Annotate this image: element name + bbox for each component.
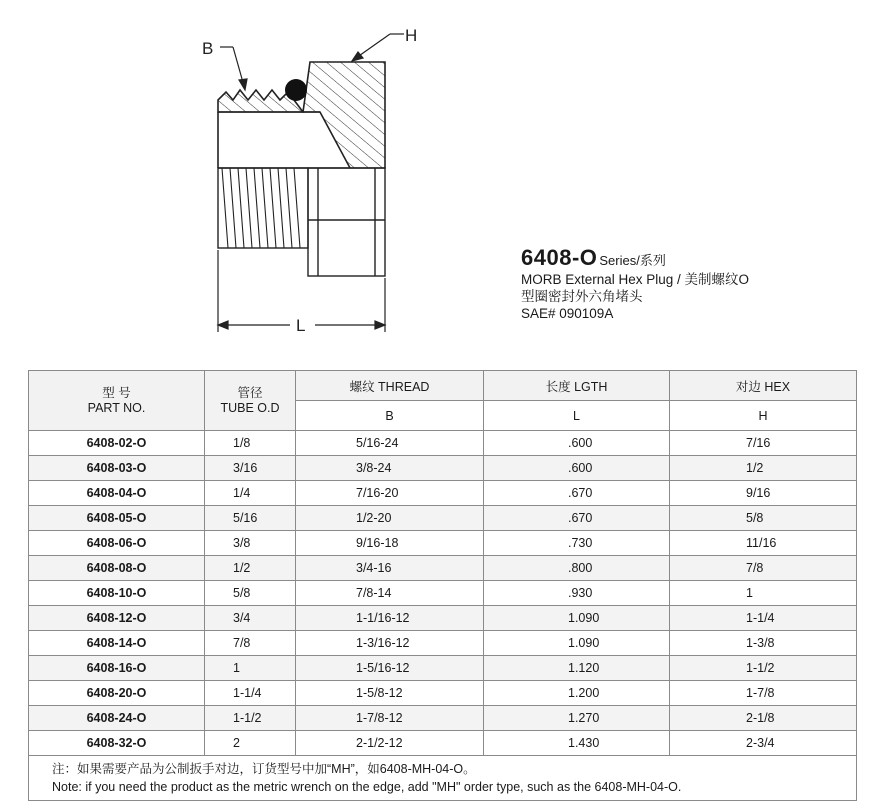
tube-od-cell: 1-1/2 bbox=[205, 706, 296, 731]
spec-table bbox=[28, 370, 857, 801]
note-row bbox=[29, 756, 857, 801]
header-label: 型 号 bbox=[102, 385, 131, 400]
note-cn: 注：如果需要产品为公制扳手对边，订货型号中加“MH”，如6408-MH-04-O。 bbox=[52, 762, 476, 776]
sae-number: SAE# 090109A bbox=[521, 306, 614, 321]
tube-od-cell: 3/16 bbox=[205, 456, 296, 481]
tube-od-cell: 1/8 bbox=[205, 431, 296, 456]
hex-cell: 1-1/2 bbox=[670, 656, 857, 681]
o-ring-icon bbox=[285, 79, 307, 101]
length-cell: 1.200 bbox=[484, 681, 670, 706]
hex-cell: 7/8 bbox=[670, 556, 857, 581]
header-thread-sub: B bbox=[296, 401, 484, 431]
tube-od-cell: 1/4 bbox=[205, 481, 296, 506]
hex-cell: 2-1/8 bbox=[670, 706, 857, 731]
thread-cell: 2-1/2-12 bbox=[296, 731, 484, 756]
exterior-lower bbox=[218, 168, 385, 276]
part-no-cell: 6408-16-O bbox=[29, 656, 205, 681]
part-no-cell: 6408-12-O bbox=[29, 606, 205, 631]
order-note bbox=[29, 756, 857, 801]
thread-cell: 5/16-24 bbox=[296, 431, 484, 456]
tube-od-cell: 7/8 bbox=[205, 631, 296, 656]
length-cell: .600 bbox=[484, 431, 670, 456]
length-cell: .600 bbox=[484, 456, 670, 481]
model-number: 6408-O bbox=[521, 245, 598, 270]
header-hex-sub: H bbox=[670, 401, 857, 431]
section-upper bbox=[218, 62, 385, 168]
length-cell: .930 bbox=[484, 581, 670, 606]
length-cell: .670 bbox=[484, 506, 670, 531]
table-row bbox=[29, 581, 857, 606]
hex-cell: 5/8 bbox=[670, 506, 857, 531]
table-row bbox=[29, 606, 857, 631]
hex-cell: 11/16 bbox=[670, 531, 857, 556]
header-label: TUBE O.D bbox=[220, 400, 280, 415]
part-no-cell: 6408-32-O bbox=[29, 731, 205, 756]
part-no-cell: 6408-10-O bbox=[29, 581, 205, 606]
description-line-1: MORB External Hex Plug / 美制螺纹O bbox=[521, 272, 750, 287]
hex-cell: 1 bbox=[670, 581, 857, 606]
tube-od-cell: 1 bbox=[205, 656, 296, 681]
label-b: B bbox=[202, 39, 214, 58]
tube-od-cell: 1/2 bbox=[205, 556, 296, 581]
hex-cell: 1-7/8 bbox=[670, 681, 857, 706]
table-row bbox=[29, 706, 857, 731]
length-cell: 1.090 bbox=[484, 606, 670, 631]
table-row bbox=[29, 731, 857, 756]
product-heading bbox=[521, 245, 749, 322]
hex-cell: 1/2 bbox=[670, 456, 857, 481]
part-no-cell: 6408-08-O bbox=[29, 556, 205, 581]
table-row bbox=[29, 656, 857, 681]
thread-cell: 1-7/8-12 bbox=[296, 706, 484, 731]
part-no-cell: 6408-14-O bbox=[29, 631, 205, 656]
label-h: H bbox=[405, 26, 418, 45]
header-tube-od bbox=[205, 371, 296, 431]
length-cell: .800 bbox=[484, 556, 670, 581]
table-row bbox=[29, 481, 857, 506]
hex-cell: 9/16 bbox=[670, 481, 857, 506]
hex-cell: 1-1/4 bbox=[670, 606, 857, 631]
thread-cell: 9/16-18 bbox=[296, 531, 484, 556]
header-hex: 对边 HEX bbox=[670, 371, 857, 401]
tube-od-cell: 1-1/4 bbox=[205, 681, 296, 706]
part-no-cell: 6408-20-O bbox=[29, 681, 205, 706]
length-cell: 1.120 bbox=[484, 656, 670, 681]
hex-cell: 1-3/8 bbox=[670, 631, 857, 656]
thread-cell: 3/8-24 bbox=[296, 456, 484, 481]
part-no-cell: 6408-04-O bbox=[29, 481, 205, 506]
part-no-cell: 6408-02-O bbox=[29, 431, 205, 456]
hex-plug-drawing bbox=[0, 0, 520, 350]
table-row bbox=[29, 431, 857, 456]
table-row bbox=[29, 556, 857, 581]
thread-cell: 1-1/16-12 bbox=[296, 606, 484, 631]
tube-od-cell: 3/8 bbox=[205, 531, 296, 556]
tube-od-cell: 2 bbox=[205, 731, 296, 756]
length-cell: 1.270 bbox=[484, 706, 670, 731]
length-cell: .670 bbox=[484, 481, 670, 506]
table-row bbox=[29, 531, 857, 556]
table-row bbox=[29, 506, 857, 531]
label-l: L bbox=[296, 316, 306, 335]
table-row bbox=[29, 631, 857, 656]
thread-cell: 3/4-16 bbox=[296, 556, 484, 581]
tube-od-cell: 3/4 bbox=[205, 606, 296, 631]
header-label: 管径 bbox=[237, 385, 263, 400]
thread-cell: 1/2-20 bbox=[296, 506, 484, 531]
thread-cell: 1-3/16-12 bbox=[296, 631, 484, 656]
header-length-sub: L bbox=[484, 401, 670, 431]
part-no-cell: 6408-05-O bbox=[29, 506, 205, 531]
length-cell: .730 bbox=[484, 531, 670, 556]
leader-h bbox=[352, 34, 404, 61]
part-no-cell: 6408-24-O bbox=[29, 706, 205, 731]
hex-cell: 2-3/4 bbox=[670, 731, 857, 756]
thread-cell: 1-5/16-12 bbox=[296, 656, 484, 681]
thread-cell: 7/16-20 bbox=[296, 481, 484, 506]
table-row bbox=[29, 681, 857, 706]
header-length: 长度 LGTH bbox=[484, 371, 670, 401]
part-no-cell: 6408-06-O bbox=[29, 531, 205, 556]
header-thread: 螺纹 THREAD bbox=[296, 371, 484, 401]
table-row bbox=[29, 456, 857, 481]
thread-cell: 7/8-14 bbox=[296, 581, 484, 606]
length-cell: 1.430 bbox=[484, 731, 670, 756]
header-label: PART NO. bbox=[87, 400, 146, 415]
note-en: Note: if you need the product as the metric wrench on the edge, add "MH" order type, such as the 6408-MH-04-O. bbox=[52, 780, 682, 794]
part-no-cell: 6408-03-O bbox=[29, 456, 205, 481]
series-label: Series/系列 bbox=[599, 253, 666, 268]
header-part-no bbox=[29, 371, 205, 431]
thread-cell: 1-5/8-12 bbox=[296, 681, 484, 706]
tube-od-cell: 5/8 bbox=[205, 581, 296, 606]
tube-od-cell: 5/16 bbox=[205, 506, 296, 531]
leader-b bbox=[220, 47, 247, 90]
length-cell: 1.090 bbox=[484, 631, 670, 656]
hex-cell: 7/16 bbox=[670, 431, 857, 456]
description-line-2: 型圈密封外六角堵头 bbox=[521, 289, 643, 304]
